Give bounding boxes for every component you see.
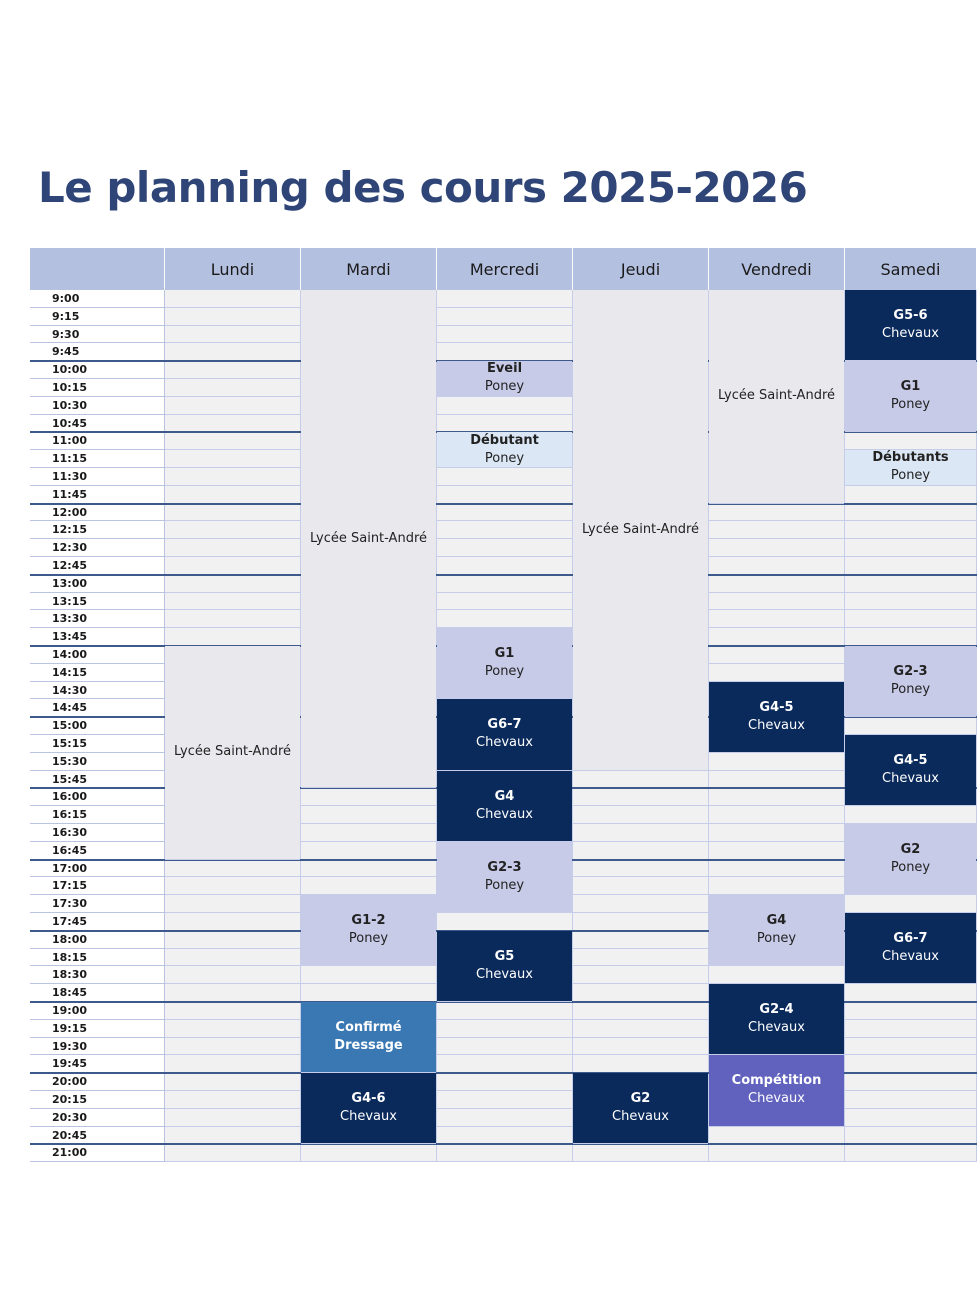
slot-cell <box>845 1002 977 1020</box>
slot-cell <box>709 521 845 539</box>
time-label: 12:45 <box>30 557 165 575</box>
slot-cell <box>709 1144 845 1162</box>
slot-cell <box>165 432 301 450</box>
slot-cell <box>165 931 301 949</box>
time-label: 16:45 <box>30 842 165 860</box>
slot-cell <box>437 1020 573 1038</box>
time-label: 14:30 <box>30 682 165 700</box>
course-label: Lycée Saint-André <box>717 388 836 404</box>
course-block[interactable] <box>573 1073 708 1144</box>
slot-cell <box>437 343 573 361</box>
slot-cell <box>165 984 301 1002</box>
slot-cell <box>165 343 301 361</box>
slot-cell <box>845 984 977 1002</box>
course-group: Eveil <box>486 361 523 377</box>
time-label: 13:15 <box>30 593 165 611</box>
slot-cell <box>165 877 301 895</box>
course-group: G6-7 <box>893 931 928 947</box>
slot-cell <box>573 1055 709 1073</box>
course-block[interactable] <box>437 931 572 1002</box>
slot-cell <box>165 1127 301 1145</box>
slot-cell <box>165 361 301 379</box>
slot-cell <box>845 1091 977 1109</box>
time-label: 10:15 <box>30 379 165 397</box>
time-label: 15:45 <box>30 771 165 789</box>
course-group: G1 <box>494 646 515 662</box>
course-block[interactable] <box>437 699 572 770</box>
course-block[interactable] <box>301 1073 436 1144</box>
slot-cell <box>845 895 977 913</box>
slot-cell <box>437 593 573 611</box>
course-type: Poney <box>348 931 389 947</box>
slot-cell <box>845 1038 977 1056</box>
page-title: Le planning des cours 2025-2026 <box>38 163 808 212</box>
time-label: 10:45 <box>30 415 165 433</box>
time-label: 12:15 <box>30 521 165 539</box>
slot-cell <box>709 664 845 682</box>
slot-cell <box>709 824 845 842</box>
slot-cell <box>437 468 573 486</box>
course-group: Débutant <box>470 432 539 448</box>
slot-cell <box>573 931 709 949</box>
time-label: 9:00 <box>30 290 165 308</box>
slot-cell <box>165 860 301 878</box>
slot-cell <box>573 895 709 913</box>
slot-cell <box>709 1127 845 1145</box>
time-label: 11:45 <box>30 486 165 504</box>
slot-cell <box>709 646 845 664</box>
course-block[interactable] <box>709 290 844 504</box>
course-group: G1-2 <box>351 913 386 929</box>
course-type: Chevaux <box>748 1091 805 1107</box>
slot-cell <box>165 326 301 344</box>
slot-cell <box>573 771 709 789</box>
slot-cell <box>845 539 977 557</box>
slot-cell <box>165 593 301 611</box>
time-label: 18:30 <box>30 966 165 984</box>
course-type: Chevaux <box>748 717 805 733</box>
course-group: G4-5 <box>759 699 794 715</box>
slot-cell <box>709 575 845 593</box>
slot-cell <box>573 984 709 1002</box>
slot-cell <box>165 575 301 593</box>
slot-cell <box>437 415 573 433</box>
time-label: 17:15 <box>30 877 165 895</box>
time-label: 18:15 <box>30 949 165 967</box>
slot-cell <box>437 539 573 557</box>
slot-cell <box>573 1002 709 1020</box>
slot-cell <box>437 326 573 344</box>
slot-cell <box>709 753 845 771</box>
slot-cell <box>437 486 573 504</box>
slot-cell <box>573 913 709 931</box>
course-block[interactable] <box>437 432 572 468</box>
course-group: G4-6 <box>351 1091 386 1107</box>
time-label: 15:15 <box>30 735 165 753</box>
slot-cell <box>165 397 301 415</box>
slot-cell <box>437 557 573 575</box>
time-label: 9:15 <box>30 308 165 326</box>
slot-cell <box>301 860 437 878</box>
slot-cell <box>573 824 709 842</box>
slot-cell <box>709 966 845 984</box>
time-label: 13:45 <box>30 628 165 646</box>
day-header: Mercredi <box>437 248 573 290</box>
time-label: 17:30 <box>30 895 165 913</box>
slot-cell <box>709 842 845 860</box>
slot-cell <box>437 1073 573 1091</box>
slot-cell <box>573 1144 709 1162</box>
time-label: 17:45 <box>30 913 165 931</box>
time-label: 11:15 <box>30 450 165 468</box>
course-block[interactable] <box>437 361 572 397</box>
course-type: Chevaux <box>612 1109 669 1125</box>
time-label: 16:15 <box>30 806 165 824</box>
slot-cell <box>437 308 573 326</box>
slot-cell <box>573 1038 709 1056</box>
slot-cell <box>573 966 709 984</box>
time-label: 12:00 <box>30 504 165 522</box>
slot-cell <box>165 415 301 433</box>
time-label: 13:00 <box>30 575 165 593</box>
course-block[interactable] <box>845 290 976 361</box>
slot-cell <box>165 450 301 468</box>
time-label: 12:30 <box>30 539 165 557</box>
course-type: Chevaux <box>882 326 939 342</box>
course-type: Poney <box>484 450 525 466</box>
time-label: 21:00 <box>30 1144 165 1162</box>
slot-cell <box>845 432 977 450</box>
hour-separator <box>30 574 977 576</box>
slot-cell <box>301 824 437 842</box>
time-label: 20:15 <box>30 1091 165 1109</box>
slot-cell <box>437 575 573 593</box>
slot-cell <box>573 1020 709 1038</box>
slot-cell <box>437 1038 573 1056</box>
header-corner <box>30 248 165 290</box>
slot-cell <box>709 877 845 895</box>
slot-cell <box>845 1055 977 1073</box>
time-label: 15:00 <box>30 717 165 735</box>
course-block[interactable] <box>845 646 976 717</box>
slot-cell <box>845 628 977 646</box>
day-header: Mardi <box>301 248 437 290</box>
course-label: Lycée Saint-André <box>173 744 292 760</box>
time-label: 19:00 <box>30 1002 165 1020</box>
course-group: G4 <box>766 913 787 929</box>
course-group: Confirmé <box>335 1020 402 1036</box>
course-label: Lycée Saint-André <box>309 530 428 546</box>
slot-cell <box>845 1144 977 1162</box>
course-block[interactable] <box>845 824 976 895</box>
time-label: 10:30 <box>30 397 165 415</box>
slot-cell <box>709 806 845 824</box>
time-label: 10:00 <box>30 361 165 379</box>
time-label: 20:45 <box>30 1127 165 1145</box>
slot-cell <box>709 610 845 628</box>
slot-cell <box>845 1020 977 1038</box>
slot-cell <box>165 486 301 504</box>
course-block[interactable] <box>845 913 976 984</box>
course-block[interactable] <box>573 290 708 771</box>
course-type: Poney <box>890 682 931 698</box>
slot-cell <box>709 788 845 806</box>
course-block[interactable] <box>301 290 436 788</box>
slot-cell <box>437 290 573 308</box>
slot-cell <box>165 1109 301 1127</box>
slot-cell <box>165 895 301 913</box>
course-group: Débutants <box>872 450 949 466</box>
slot-cell <box>437 1127 573 1145</box>
slot-cell <box>165 379 301 397</box>
slot-cell <box>301 788 437 806</box>
time-label: 17:00 <box>30 860 165 878</box>
time-label: 11:00 <box>30 432 165 450</box>
day-header: Jeudi <box>573 248 709 290</box>
slot-cell <box>165 290 301 308</box>
course-group: G2-3 <box>487 859 522 875</box>
slot-cell <box>845 806 977 824</box>
course-type: Chevaux <box>476 806 533 822</box>
course-group: G4-5 <box>893 753 928 769</box>
slot-cell <box>165 539 301 557</box>
course-block[interactable] <box>301 895 436 966</box>
slot-cell <box>437 397 573 415</box>
slot-cell <box>165 1020 301 1038</box>
course-group: G6-7 <box>487 717 522 733</box>
slot-cell <box>437 521 573 539</box>
day-header: Lundi <box>165 248 301 290</box>
slot-cell <box>165 1144 301 1162</box>
time-label: 14:00 <box>30 646 165 664</box>
slot-cell <box>845 486 977 504</box>
course-label: Lycée Saint-André <box>581 521 700 537</box>
slot-cell <box>165 1002 301 1020</box>
slot-cell <box>301 877 437 895</box>
slot-cell <box>573 788 709 806</box>
slot-cell <box>845 1073 977 1091</box>
course-block[interactable] <box>301 1002 436 1073</box>
slot-cell <box>845 610 977 628</box>
day-header: Samedi <box>845 248 977 290</box>
slot-cell <box>845 717 977 735</box>
course-block[interactable] <box>845 361 976 432</box>
slot-cell <box>437 1002 573 1020</box>
course-block[interactable] <box>845 735 976 806</box>
course-type: Poney <box>890 860 931 876</box>
course-type: Chevaux <box>476 735 533 751</box>
slot-cell <box>437 504 573 522</box>
time-label: 14:45 <box>30 699 165 717</box>
course-type: Poney <box>484 877 525 893</box>
slot-cell <box>165 610 301 628</box>
slot-cell <box>709 504 845 522</box>
slot-cell <box>165 949 301 967</box>
course-type: Poney <box>484 379 525 395</box>
slot-cell <box>437 1055 573 1073</box>
slot-cell <box>709 539 845 557</box>
day-header: Vendredi <box>709 248 845 290</box>
time-label: 16:00 <box>30 788 165 806</box>
course-group: G5 <box>494 948 515 964</box>
slot-cell <box>301 806 437 824</box>
time-label: 15:30 <box>30 753 165 771</box>
slot-cell <box>301 966 437 984</box>
time-label: 19:45 <box>30 1055 165 1073</box>
slot-cell <box>709 628 845 646</box>
slot-cell <box>165 308 301 326</box>
slot-cell <box>437 1109 573 1127</box>
slot-cell <box>709 860 845 878</box>
slot-cell <box>845 557 977 575</box>
slot-cell <box>165 468 301 486</box>
course-block[interactable] <box>709 1055 844 1126</box>
slot-cell <box>165 1055 301 1073</box>
slot-cell <box>709 557 845 575</box>
slot-cell <box>845 1109 977 1127</box>
time-label: 19:15 <box>30 1020 165 1038</box>
course-group: G4 <box>494 788 515 804</box>
course-group: G2-3 <box>893 664 928 680</box>
course-type: Chevaux <box>882 949 939 965</box>
slot-cell <box>709 593 845 611</box>
slot-cell <box>573 877 709 895</box>
time-label: 20:00 <box>30 1073 165 1091</box>
time-label: 9:30 <box>30 326 165 344</box>
slot-cell <box>165 966 301 984</box>
slot-cell <box>709 771 845 789</box>
time-label: 11:30 <box>30 468 165 486</box>
slot-cell <box>845 504 977 522</box>
slot-cell <box>573 842 709 860</box>
slot-cell <box>165 1091 301 1109</box>
time-label: 19:30 <box>30 1038 165 1056</box>
slot-cell <box>165 557 301 575</box>
slot-cell <box>845 521 977 539</box>
course-block[interactable] <box>165 646 300 860</box>
course-type: Chevaux <box>340 1109 397 1125</box>
slot-cell <box>845 575 977 593</box>
course-block[interactable] <box>709 682 844 753</box>
slot-cell <box>845 593 977 611</box>
time-label: 14:15 <box>30 664 165 682</box>
course-type: Chevaux <box>476 966 533 982</box>
course-group: G2 <box>630 1091 651 1107</box>
slot-cell <box>165 1073 301 1091</box>
course-type: Poney <box>890 468 931 484</box>
time-label: 18:45 <box>30 984 165 1002</box>
course-block[interactable] <box>709 984 844 1055</box>
slot-cell <box>573 860 709 878</box>
slot-cell <box>845 1127 977 1145</box>
slot-cell <box>165 913 301 931</box>
course-block[interactable] <box>709 895 844 966</box>
slot-cell <box>301 984 437 1002</box>
course-group: G5-6 <box>893 308 928 324</box>
course-block[interactable] <box>437 771 572 842</box>
course-block[interactable] <box>437 842 572 913</box>
course-type: Dressage <box>334 1038 403 1054</box>
course-type: Chevaux <box>748 1020 805 1036</box>
slot-cell <box>165 628 301 646</box>
course-group: G1 <box>900 379 921 395</box>
hour-separator <box>30 1143 977 1145</box>
slot-cell <box>301 842 437 860</box>
slot-cell <box>301 1144 437 1162</box>
course-group: G2-4 <box>759 1002 794 1018</box>
time-label: 18:00 <box>30 931 165 949</box>
slot-cell <box>573 806 709 824</box>
course-type: Chevaux <box>882 771 939 787</box>
time-label: 16:30 <box>30 824 165 842</box>
slot-cell <box>437 913 573 931</box>
time-label: 9:45 <box>30 343 165 361</box>
slot-cell <box>437 1091 573 1109</box>
slot-cell <box>437 1144 573 1162</box>
course-type: Poney <box>484 664 525 680</box>
slot-cell <box>165 1038 301 1056</box>
course-block[interactable] <box>437 628 572 699</box>
course-type: Poney <box>756 931 797 947</box>
slot-cell <box>573 949 709 967</box>
slot-cell <box>437 610 573 628</box>
time-label: 20:30 <box>30 1109 165 1127</box>
slot-cell <box>165 504 301 522</box>
course-group: Compétition <box>731 1073 822 1089</box>
course-block[interactable] <box>845 450 976 486</box>
time-label: 13:30 <box>30 610 165 628</box>
course-type: Poney <box>890 397 931 413</box>
course-group: G2 <box>900 842 921 858</box>
slot-cell <box>165 521 301 539</box>
